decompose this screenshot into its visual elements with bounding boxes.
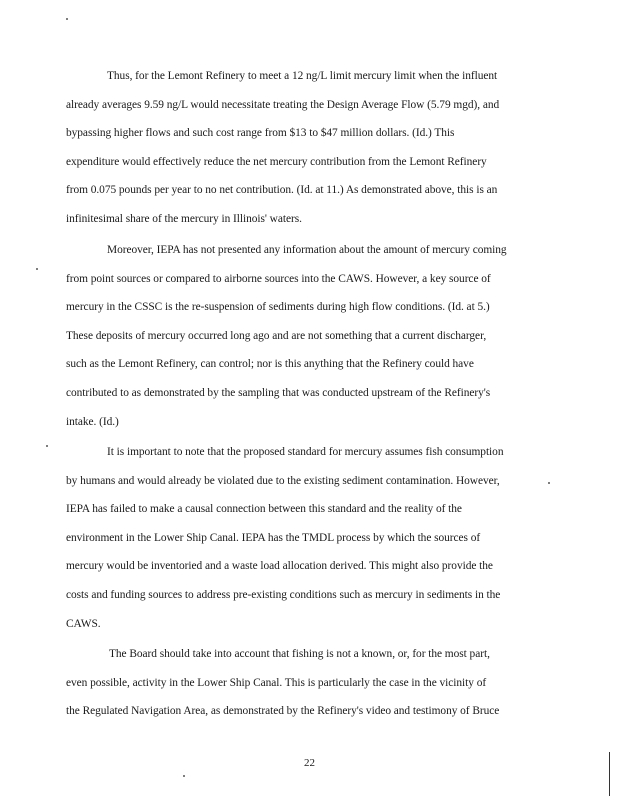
text-line: even possible, activity in the Lower Ship Canal. This is particularly the case in the vicinity of: [66, 676, 487, 689]
text-line: Moreover, IEPA has not presented any information about the amount of mercury coming: [107, 244, 507, 256]
text-line: the Regulated Navigation Area, as demonstrated by the Refinery's video and testimony of Bruce: [66, 705, 500, 718]
text-line: from 0.075 pounds per year to no net contribution. (Id. at 11.) As demonstrated above, this is an: [66, 184, 498, 197]
text-line: These deposits of mercury occurred long ago and are not something that a current discharger,: [66, 329, 487, 342]
text-line: mercury would be inventoried and a waste load allocation derived. This might also provide the: [66, 560, 493, 573]
text-line: expenditure would effectively reduce the net mercury contribution from the Lemont Refinery: [66, 155, 487, 168]
scan-artifact: [36, 268, 38, 270]
scan-artifact: [66, 18, 68, 20]
text-line: mercury in the CSSC is the re-suspension of sediments during high flow conditions. (Id. at 5.): [66, 301, 490, 314]
text-line: contributed to as demonstrated by the sampling that was conducted upstream of the Refinery's: [66, 386, 491, 399]
paragraph-4: [66, 640, 550, 726]
scan-artifact: [46, 445, 48, 447]
text-line: CAWS.: [66, 617, 101, 630]
text-line: by humans and would already be violated due to the existing sediment contamination. However,: [66, 474, 500, 487]
text-line: already averages 9.59 ng/L would necessitate treating the Design Average Flow (5.79 mgd), and: [66, 98, 500, 111]
scan-artifact: [548, 482, 550, 484]
text-line: from point sources or compared to airborne sources into the CAWS. However, a key source of: [66, 272, 491, 285]
paragraph-1: [66, 62, 550, 234]
text-line: It is important to note that the proposed standard for mercury assumes fish consumption: [107, 446, 504, 458]
scan-artifact: [183, 775, 185, 777]
text-line: intake. (Id.): [66, 415, 119, 428]
text-line: Thus, for the Lemont Refinery to meet a 12 ng/L limit mercury limit when the influent: [107, 70, 498, 82]
paragraph-2: [66, 236, 550, 436]
text-line: environment in the Lower Ship Canal. IEPA has the TMDL process by which the sources of: [66, 531, 481, 544]
text-line: bypassing higher flows and such cost range from $13 to $47 million dollars. (Id.) This: [66, 127, 455, 140]
text-line: IEPA has failed to make a causal connection between this standard and the reality of the: [66, 503, 462, 516]
text-line: such as the Lemont Refinery, can control; nor is this anything that the Refinery could have: [66, 358, 474, 371]
paragraph-3: [66, 438, 550, 638]
text-line: The Board should take into account that fishing is not a known, or, for the most part,: [109, 648, 490, 660]
scan-edge-line: [609, 752, 610, 796]
text-line: infinitesimal share of the mercury in Illinois' waters.: [66, 212, 302, 225]
page-number: 22: [304, 757, 315, 769]
text-line: costs and funding sources to address pre-existing conditions such as mercury in sediments in the: [66, 588, 501, 601]
